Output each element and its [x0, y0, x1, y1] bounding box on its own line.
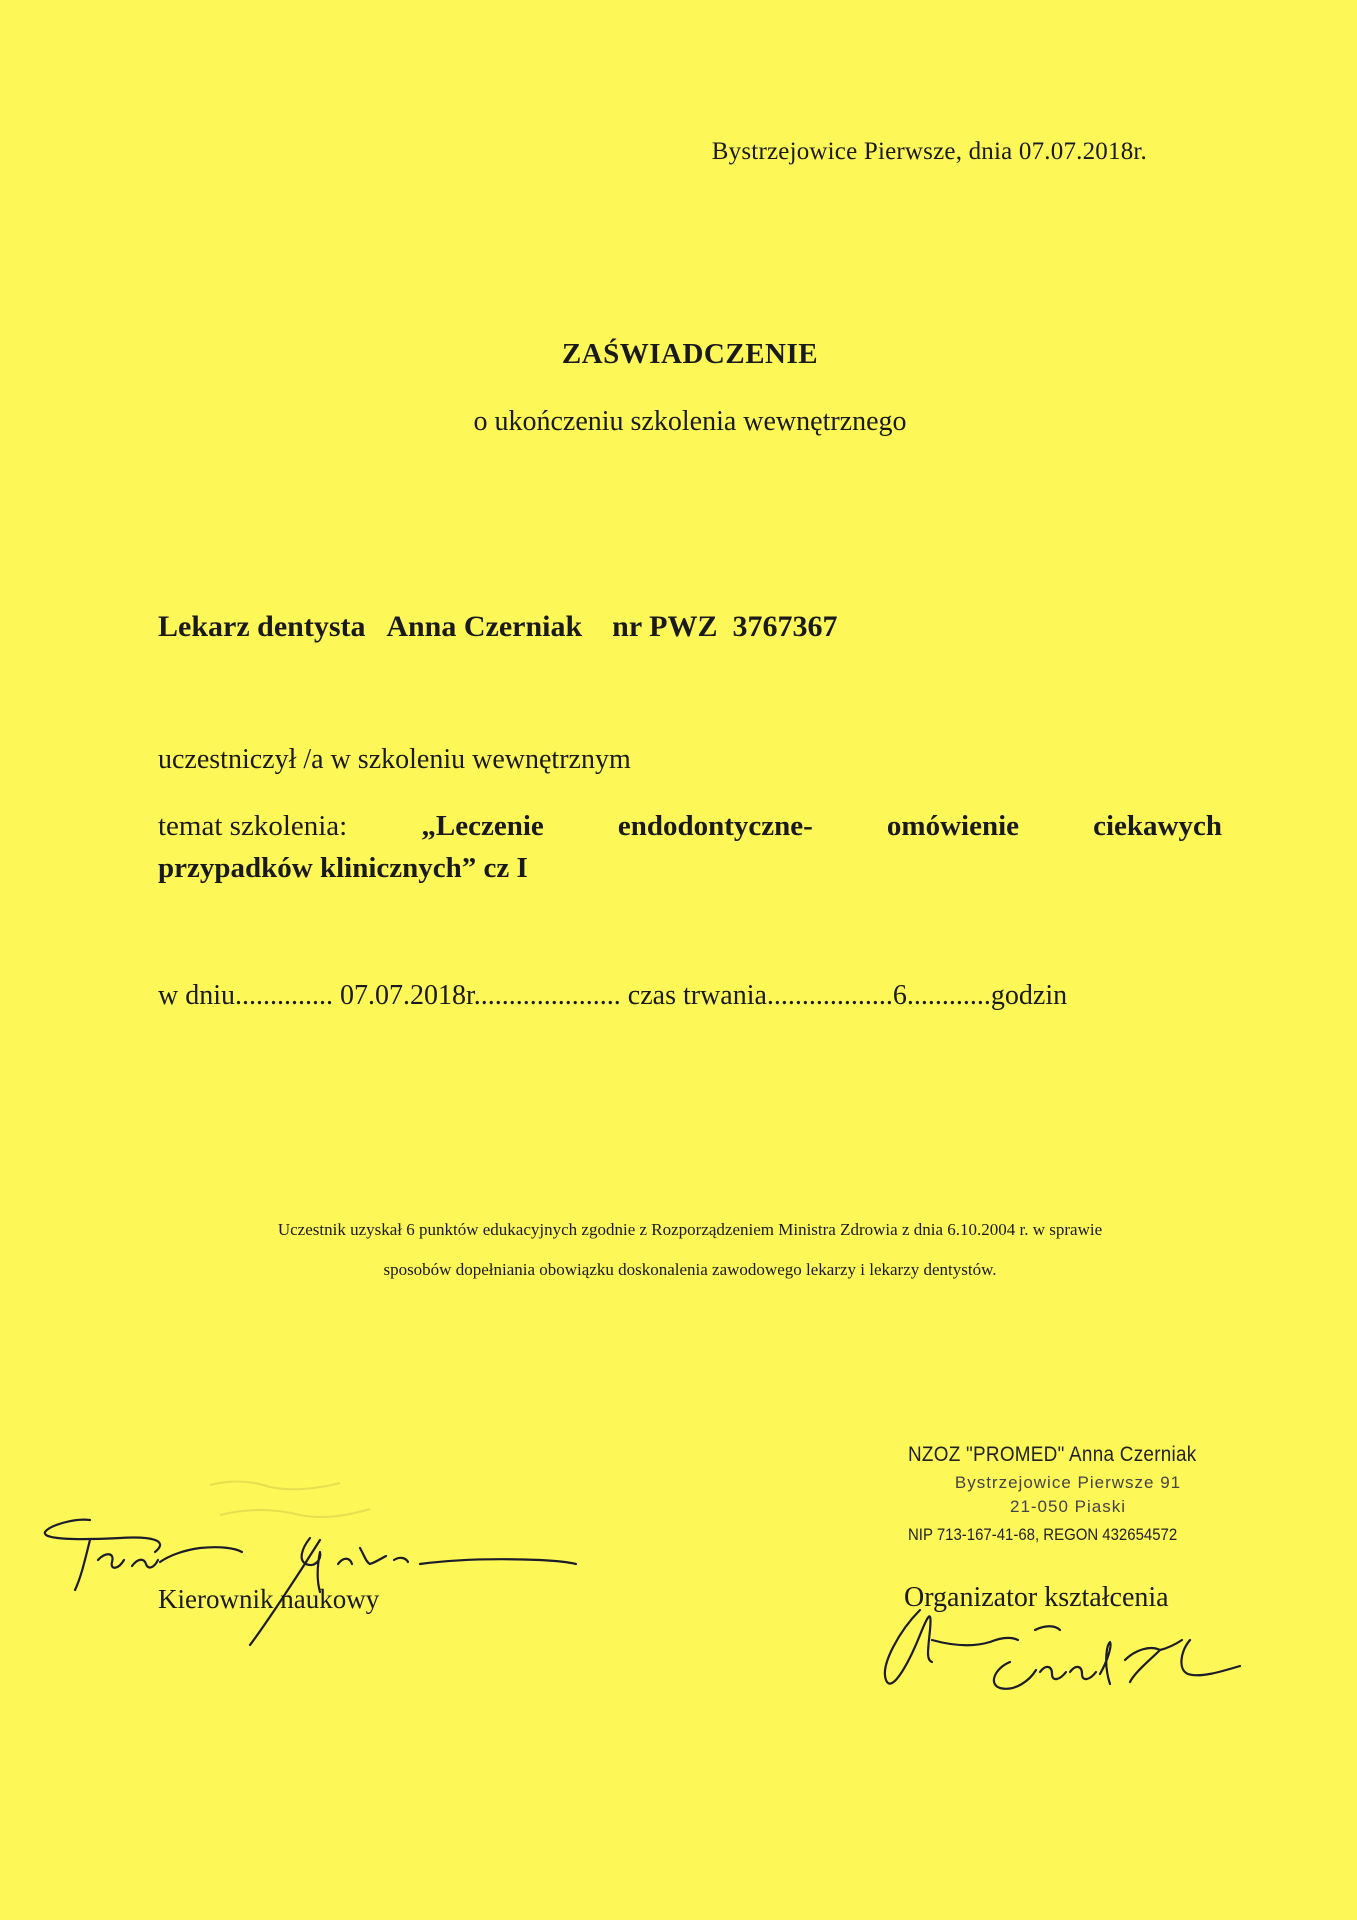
- right-signature-label: Organizator kształcenia: [904, 1582, 1169, 1613]
- participant-line: Lekarz dentysta Anna Czerniak nr PWZ 3767367: [158, 610, 838, 643]
- right-handwritten-signature: [860, 1600, 1280, 1730]
- topic-word-3: omówienie: [886, 810, 1020, 842]
- left-signature-label: Kierownik naukowy: [158, 1584, 380, 1614]
- stamp-address-city: 21-050 Piaski: [1009, 1497, 1126, 1516]
- stamp-company-name: NZOZ "PROMED" Anna Czerniak: [908, 1443, 1197, 1466]
- stamp-address-street: Bystrzejowice Pierwsze 91: [954, 1473, 1182, 1492]
- topic-line-1: [158, 810, 1222, 843]
- points-line-1: Uczestnik uzyskał 6 punktów edukacyjnych zgodnie z Rozporządzeniem Ministra Zdrowia z dnia 6.10.2004 r. w sprawie: [277, 1220, 1103, 1239]
- training-date-duration: w dniu.............. 07.07.2018r..................... czas trwania..................6............godzin: [158, 980, 1068, 1011]
- document-subtitle: o ukończeniu szkolenia wewnętrznego: [473, 406, 907, 437]
- topic-word-4: ciekawych: [1093, 810, 1222, 842]
- company-stamp: [908, 1443, 1228, 1545]
- topic-line-2: przypadków klinicznych” cz I: [158, 852, 528, 884]
- topic-word-2: endodontyczne-: [617, 810, 813, 842]
- education-points-note: [150, 1210, 1230, 1290]
- participation-statement: uczestniczył /a w szkoleniu wewnętrznym: [158, 744, 631, 775]
- topic-label: temat szkolenia:: [158, 810, 348, 842]
- topic-word-1: „Leczenie: [421, 810, 544, 842]
- points-line-2: sposobów dopełniania obowiązku doskonalenia zawodowego lekarzy i lekarzy dentystów.: [383, 1260, 997, 1279]
- left-handwritten-signature: [20, 1500, 580, 1650]
- stamp-tax-ids: NIP 713-167-41-68, REGON 432654572: [908, 1525, 1178, 1544]
- document-title: ZAŚWIADCZENIE: [561, 338, 819, 370]
- place-and-date: Bystrzejowice Pierwsze, dnia 07.07.2018r.: [711, 138, 1147, 165]
